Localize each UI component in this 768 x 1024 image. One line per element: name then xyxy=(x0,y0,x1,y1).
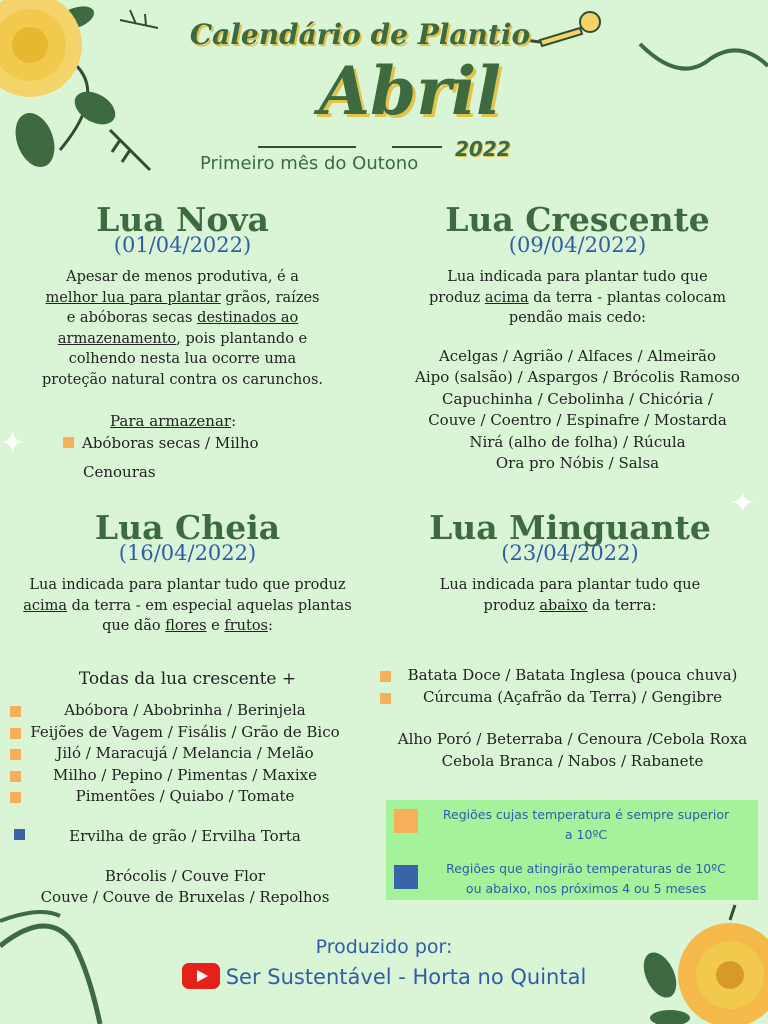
list-item xyxy=(380,665,765,687)
item-text: Batata Doce / Batata Inglesa (pouca chuva) xyxy=(407,666,738,684)
list-item: Aipo (salsão) / Aspargos / Brócolis Ramoso xyxy=(415,368,740,386)
text-line xyxy=(20,308,345,329)
section-title: Lua Cheia xyxy=(94,508,281,547)
orange-marker-icon xyxy=(380,693,391,704)
text: e xyxy=(206,618,225,634)
text-line xyxy=(15,616,360,637)
item-text: Jiló / Maracujá / Melancia / Melão xyxy=(56,744,314,762)
orange-marker-icon xyxy=(380,671,391,682)
text-line xyxy=(385,596,755,617)
list-item: Capuchinha / Cebolinha / Chicória / xyxy=(442,389,713,408)
orange-marker-icon xyxy=(394,809,418,833)
text: , pois plantando e xyxy=(176,330,308,347)
section-title: Lua Nova xyxy=(96,200,269,239)
text-line: colhendo nesta lua ocorre uma xyxy=(68,351,297,367)
section-text xyxy=(385,575,755,616)
orange-marker-icon xyxy=(10,706,21,717)
text: da terra - em especial aquelas plantas xyxy=(67,597,352,614)
emphasis: frutos xyxy=(224,618,268,634)
text: e abóboras secas xyxy=(66,310,198,326)
emphasis: abaixo xyxy=(539,597,588,614)
section-date: (16/04/2022) xyxy=(118,541,257,565)
section-lua-minguante xyxy=(385,508,755,616)
orange-marker-icon xyxy=(10,728,21,739)
item-text: Milho / Pepino / Pimentas / Maxixe xyxy=(52,765,318,784)
list-item: Couve / Coentro / Espinafre / Mostarda xyxy=(428,411,727,429)
text: que dão xyxy=(102,618,166,634)
divider xyxy=(258,146,356,148)
list-item: Couve / Couve de Bruxelas / Repolhos xyxy=(40,888,330,906)
list-item: Brócolis / Couve Flor xyxy=(104,867,266,885)
list-item xyxy=(10,700,360,722)
subtitle: Primeiro mês do Outono xyxy=(200,153,419,174)
text-line xyxy=(15,596,360,617)
plant-list xyxy=(385,346,768,475)
channel-name[interactable]: Ser Sustentável - Horta no Quintal xyxy=(225,965,587,989)
legend-line: Regiões que atingirão temperaturas de 10ºC xyxy=(446,861,726,876)
item-text: Feijões de Vagem / Fisális / Grão de Bico xyxy=(30,722,340,741)
channel-link[interactable] xyxy=(0,963,768,989)
list-item: Acelgas / Agrião / Alfaces / Almeirão xyxy=(438,346,717,365)
text-line xyxy=(20,288,345,309)
item-text: Ervilha de grão / Ervilha Torta xyxy=(69,827,301,845)
list-item xyxy=(10,743,360,765)
all-crescent-label: Todas da lua crescente + xyxy=(78,669,297,689)
section-lua-nova xyxy=(20,200,345,390)
text: grãos, raízes xyxy=(220,289,320,306)
legend-blue-text xyxy=(420,859,752,899)
list-item xyxy=(63,433,259,455)
section-lua-crescente xyxy=(385,200,768,475)
section-date: (01/04/2022) xyxy=(113,233,252,257)
legend-line: ou abaixo, nos próximos 4 ou 5 meses xyxy=(465,881,707,896)
orange-list xyxy=(380,665,765,708)
section-text xyxy=(385,267,768,329)
emphasis: flores xyxy=(165,618,207,634)
emphasis: armazenamento xyxy=(57,330,177,347)
text-line: Lua indicada para plantar tudo que xyxy=(439,577,701,593)
section-text xyxy=(20,267,345,390)
section-title: Lua Crescente xyxy=(445,200,710,239)
month-title: Abril xyxy=(318,52,502,130)
year-label: 2022 xyxy=(455,137,511,161)
item-text: Cúrcuma (Açafrão da Terra) / Gengibre xyxy=(422,687,723,706)
list-item: Cebola Branca / Nabos / Rabanete xyxy=(441,752,704,770)
orange-marker-icon xyxy=(10,771,21,782)
emphasis: acima xyxy=(23,597,68,614)
emphasis: destinados ao xyxy=(197,310,299,326)
text: : xyxy=(231,412,237,430)
section-lua-cheia xyxy=(15,508,360,637)
legend-orange-text xyxy=(420,805,752,845)
list-item: Ora pro Nóbis / Salsa xyxy=(495,454,660,472)
blue-marker-icon xyxy=(14,829,25,840)
item-text: Pimentões / Quiabo / Tomate xyxy=(75,787,295,805)
sparkle-icon: ✦ xyxy=(0,426,26,461)
orange-marker-icon xyxy=(63,437,74,448)
text-line: proteção natural contra os carunchos. xyxy=(41,371,324,388)
legend-box xyxy=(386,800,758,900)
legend-line: a 10ºC xyxy=(564,827,608,842)
text: da terra: xyxy=(587,597,657,614)
store-label xyxy=(110,411,236,433)
text: produz xyxy=(483,597,540,614)
list-item: Nirá (alho de folha) / Rúcula xyxy=(469,432,686,451)
list-item: Alho Poró / Beterraba / Cenoura /Cebola Roxa xyxy=(397,730,748,748)
produced-by: Produzido por: xyxy=(315,936,453,958)
page-title: Calendário de Plantio xyxy=(189,18,531,51)
text-line: Lua indicada para plantar tudo que produz xyxy=(29,577,346,593)
text-line xyxy=(385,288,768,309)
orange-list xyxy=(10,700,360,808)
list-item xyxy=(10,722,360,744)
text-line: pendão mais cedo: xyxy=(508,310,647,326)
emphasis: Para armazenar xyxy=(110,412,232,430)
blue-marker-icon xyxy=(394,865,418,889)
orange-marker-icon xyxy=(10,749,21,760)
list-item xyxy=(10,786,360,808)
item-text: Abóboras secas / Milho xyxy=(82,434,259,452)
youtube-icon xyxy=(182,963,220,989)
section-date: (23/04/2022) xyxy=(501,541,639,565)
emphasis: acima xyxy=(484,289,529,306)
list-item xyxy=(380,687,765,709)
top-left-flower-icon xyxy=(0,0,170,190)
section-text xyxy=(15,575,360,637)
list-item xyxy=(10,826,360,848)
list-item xyxy=(10,765,360,787)
list-item: Cenouras xyxy=(83,463,156,481)
bottom-right-flower-icon xyxy=(640,900,768,1024)
orange-marker-icon xyxy=(10,792,21,803)
text-line: Lua indicada para plantar tudo que xyxy=(447,269,708,285)
item-text: Abóbora / Abobrinha / Berinjela xyxy=(64,701,306,719)
section-date: (09/04/2022) xyxy=(508,233,647,257)
text: da terra - plantas colocam xyxy=(528,289,726,306)
sparkle-icon: ✦ xyxy=(730,486,756,521)
legend-line: Regiões cujas temperatura é sempre superior xyxy=(442,807,730,822)
text-line xyxy=(20,329,345,350)
divider xyxy=(392,146,442,148)
text: produz xyxy=(429,289,485,306)
text-line: Apesar de menos produtiva, é a xyxy=(66,269,299,285)
section-title: Lua Minguante xyxy=(429,508,711,547)
emphasis: melhor lua para plantar xyxy=(45,289,221,306)
text: : xyxy=(268,618,273,634)
